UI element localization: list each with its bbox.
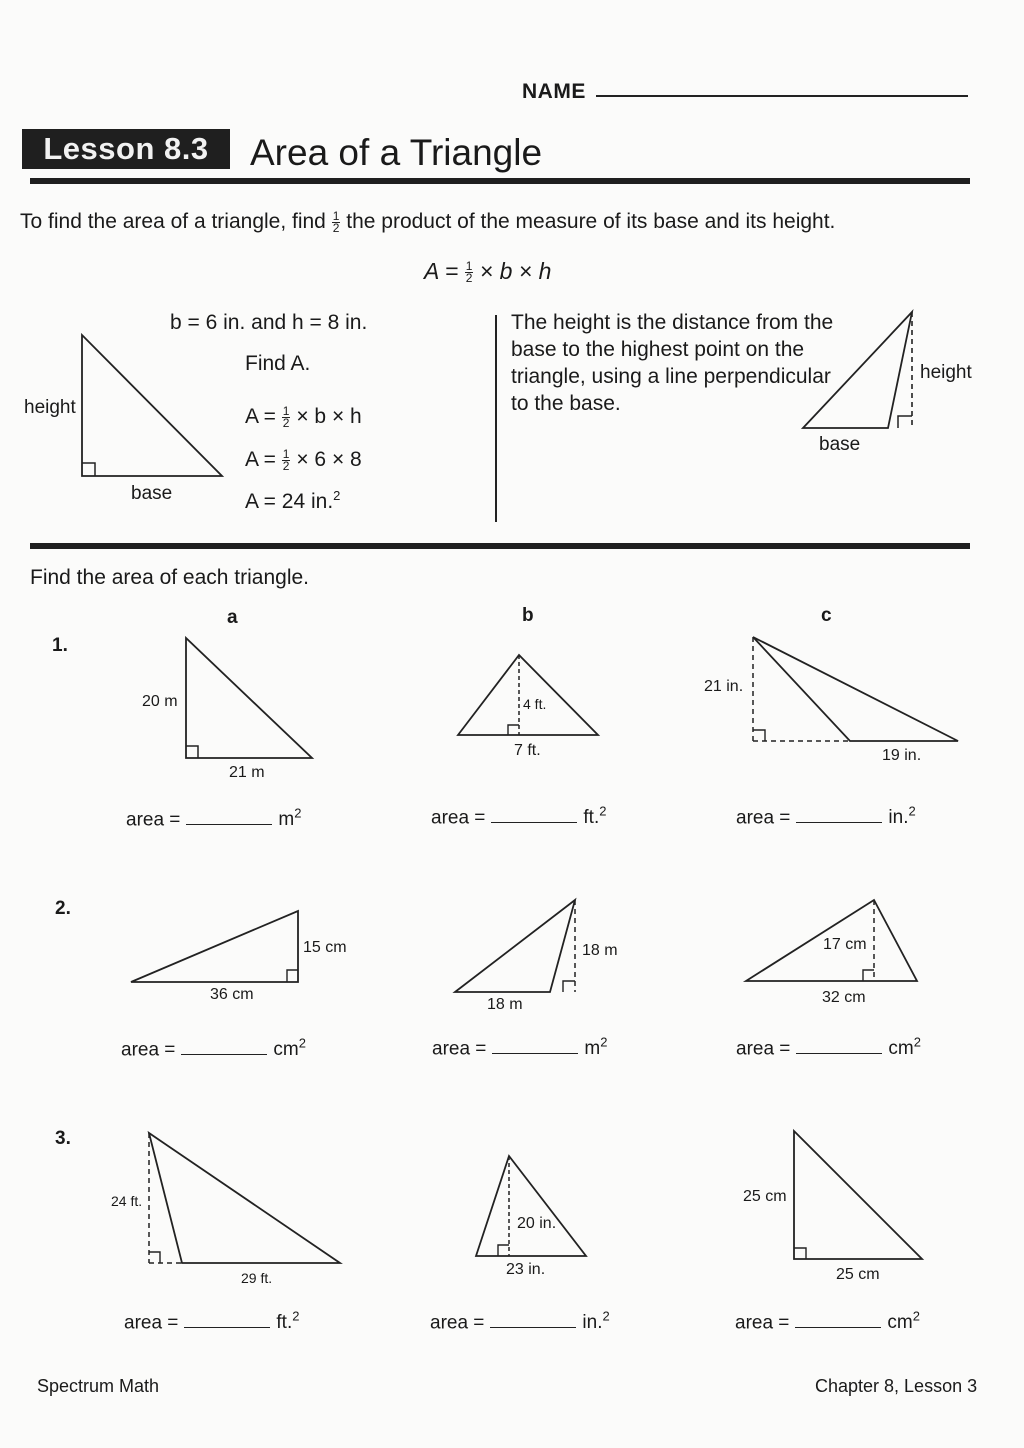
- answer-2b: area = $m^2$: [432, 1035, 608, 1060]
- base-label: 18 m: [487, 996, 523, 1013]
- footer-chapter: Chapter 8, Lesson 3: [815, 1376, 978, 1396]
- intro-text: To find the area of a triangle, find $\frac{1}{2}$ the product of the measure of its base and its height.: [20, 208, 836, 235]
- right-angle-mark: [287, 970, 298, 982]
- answer-2a: area = $cm^2$: [121, 1036, 306, 1061]
- explanation-height-label: height: [920, 362, 972, 383]
- answer-blank[interactable]: [184, 1309, 270, 1328]
- example-height-label: height: [24, 397, 76, 418]
- footer-publisher: Spectrum Math: [37, 1376, 160, 1396]
- answer-1c: area = in.$^2$: [736, 804, 916, 829]
- page-title: Area of a Triangle: [250, 132, 543, 173]
- right-angle-mark: [863, 970, 874, 981]
- triangle-2b: [455, 900, 575, 992]
- height-label: 24 ft.: [111, 1193, 143, 1209]
- triangle-1b: [458, 655, 598, 735]
- column-c-heading: c: [821, 605, 832, 626]
- triangle-3a: [149, 1133, 340, 1263]
- height-label: 20 in.: [517, 1215, 557, 1232]
- example-step-3: A = 24 in.$^2$: [245, 488, 341, 513]
- name-label: NAME: [522, 80, 586, 103]
- example-find: Find A.: [245, 352, 311, 375]
- answer-blank[interactable]: [186, 806, 272, 825]
- answer-3c: area = $cm^2$: [735, 1309, 920, 1334]
- base-label: 32 cm: [822, 989, 866, 1006]
- example-base-label: base: [131, 483, 173, 504]
- answer-blank[interactable]: [490, 1309, 576, 1328]
- right-angle-mark: [149, 1252, 160, 1263]
- base-label: 29 ft.: [241, 1270, 273, 1286]
- example-step-1: A = $\frac{1}{2}$ × b × h: [245, 403, 362, 430]
- answer-3a: area = ft.$^2$: [124, 1309, 300, 1334]
- answer-1b: area = ft.$^2$: [431, 804, 607, 829]
- triangle-3b: [476, 1156, 586, 1256]
- answer-blank[interactable]: [796, 1035, 882, 1054]
- row-number: 1.: [52, 635, 68, 656]
- base-label: 25 cm: [836, 1266, 880, 1283]
- area-formula: A = $\frac{1}{2}$ × b × h: [424, 258, 552, 286]
- instructions: Find the area of each triangle.: [30, 566, 310, 589]
- row-number: 2.: [55, 898, 71, 919]
- height-label: 25 cm: [743, 1188, 787, 1205]
- right-angle-mark: [186, 746, 198, 758]
- height-label: 21 in.: [704, 678, 744, 695]
- triangle-1a: [186, 638, 312, 758]
- answer-blank[interactable]: [795, 1309, 881, 1328]
- right-angle-mark: [794, 1248, 806, 1259]
- triangle-1c: [753, 637, 958, 741]
- example-given: b = 6 in. and h = 8 in.: [170, 311, 368, 334]
- base-label: 19 in.: [882, 747, 922, 764]
- base-label: 23 in.: [506, 1261, 546, 1278]
- answer-2c: area = $cm^2$: [736, 1035, 921, 1060]
- triangle-3c: [794, 1131, 922, 1259]
- height-label: 17 cm: [823, 936, 867, 953]
- right-angle-mark: [753, 730, 765, 741]
- height-label: 20 m: [142, 693, 178, 710]
- base-label: 36 cm: [210, 986, 254, 1003]
- example-step-2: A = $\frac{1}{2}$ × 6 × 8: [245, 446, 362, 473]
- height-label: 4 ft.: [523, 696, 547, 712]
- lesson-badge: Lesson 8.3: [22, 129, 230, 169]
- answer-blank[interactable]: [181, 1036, 267, 1055]
- base-label: 21 m: [229, 764, 265, 781]
- column-b-heading: b: [522, 605, 534, 626]
- row-number: 3.: [55, 1128, 71, 1149]
- answer-blank[interactable]: [492, 1035, 578, 1054]
- base-label: 7 ft.: [514, 742, 541, 759]
- answer-blank[interactable]: [491, 804, 577, 823]
- right-angle-mark: [563, 981, 575, 992]
- column-a-heading: a: [227, 607, 238, 628]
- explanation-base-label: base: [819, 434, 861, 455]
- triangle-2a: [131, 911, 298, 982]
- height-explanation: The height is the distance from the base to the highest point on the triangle, using a line perpendicular to the base.: [511, 311, 834, 415]
- height-label: 15 cm: [303, 939, 347, 956]
- answer-1a: area = $m^2$: [126, 806, 302, 831]
- right-angle-mark: [508, 725, 519, 735]
- right-angle-mark: [498, 1245, 509, 1256]
- height-label: 18 m: [582, 942, 618, 959]
- answer-3b: area = in.$^2$: [430, 1309, 610, 1334]
- answer-blank[interactable]: [796, 804, 882, 823]
